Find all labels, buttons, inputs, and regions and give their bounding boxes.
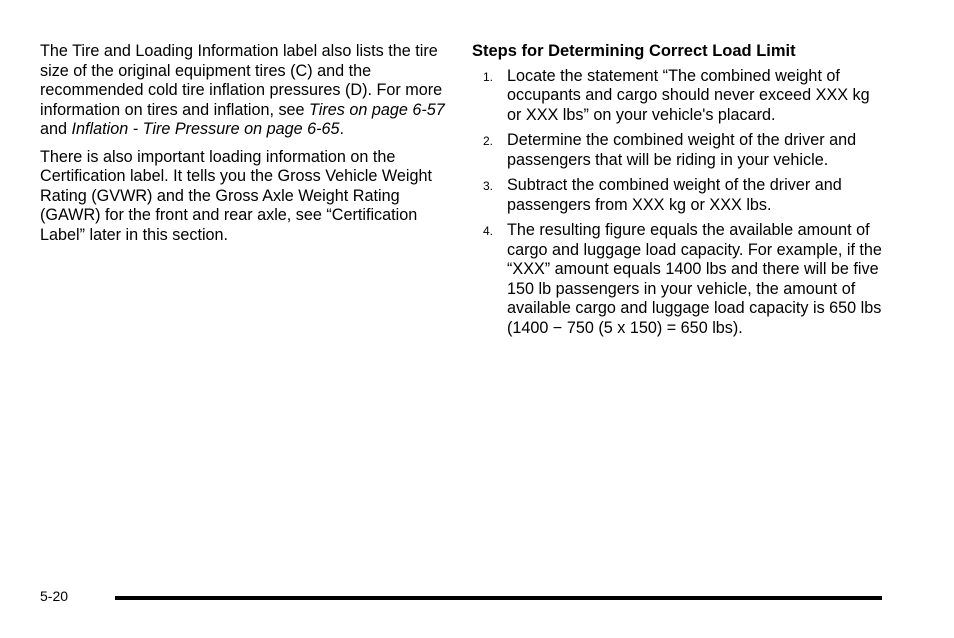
- tire-label-paragraph: [40, 42, 445, 140]
- step-number: 4.: [483, 224, 494, 238]
- inflation-link[interactable]: Inflation - Tire Pressure on page 6-65: [71, 120, 340, 138]
- list-item: [472, 176, 882, 215]
- step-number: 2.: [483, 134, 494, 148]
- right-column: [472, 42, 882, 344]
- page-number: 5-20: [40, 588, 69, 604]
- list-item: [472, 131, 882, 170]
- and-text: and: [40, 120, 72, 138]
- tire-label-text: The Tire and Loading Information label also lists the tire size of the original equipment tires (C) and the recommended cold tire inflation pressures (D). For more information on tires and inflation, see: [40, 42, 443, 119]
- tires-link[interactable]: Tires on page 6-57: [309, 100, 445, 119]
- step-text: Locate the statement “The combined weight of occupants and cargo should never exceed XXX kg or XXX lbs” on your vehicle's placard.: [507, 66, 870, 124]
- step-text: Subtract the combined weight of the driver and passengers from XXX kg or XXX lbs.: [507, 176, 842, 214]
- step-text: Determine the combined weight of the driver and passengers that will be riding in your vehicle.: [507, 131, 857, 169]
- step-text: The resulting figure equals the available amount of cargo and luggage load capacity. For example, if the “XXX” amount equals 1400 lbs and there will be five 150 lb passengers in your vehicle, the amount of available cargo and luggage load capacity is 650 lbs (1400 − 750 (5 x 150) = 650 lbs).: [507, 221, 882, 337]
- list-item: [472, 67, 882, 126]
- steps-list: [472, 67, 882, 339]
- step-number: 1.: [483, 69, 494, 84]
- footer-rule: [115, 596, 882, 600]
- period-text: .: [339, 120, 345, 138]
- step-number: 3.: [483, 179, 494, 193]
- section-heading: Steps for Determining Correct Load Limit: [472, 42, 796, 60]
- list-item: [472, 221, 882, 338]
- certification-paragraph: There is also important loading information on the Certification label. It tells you the Gross Vehicle Weight Rating (GVWR) and the Gross Axle Weight Rating (GAWR) for the front and rear axle, see “Certification Label” later in this section.: [40, 147, 432, 244]
- left-column: [40, 42, 445, 253]
